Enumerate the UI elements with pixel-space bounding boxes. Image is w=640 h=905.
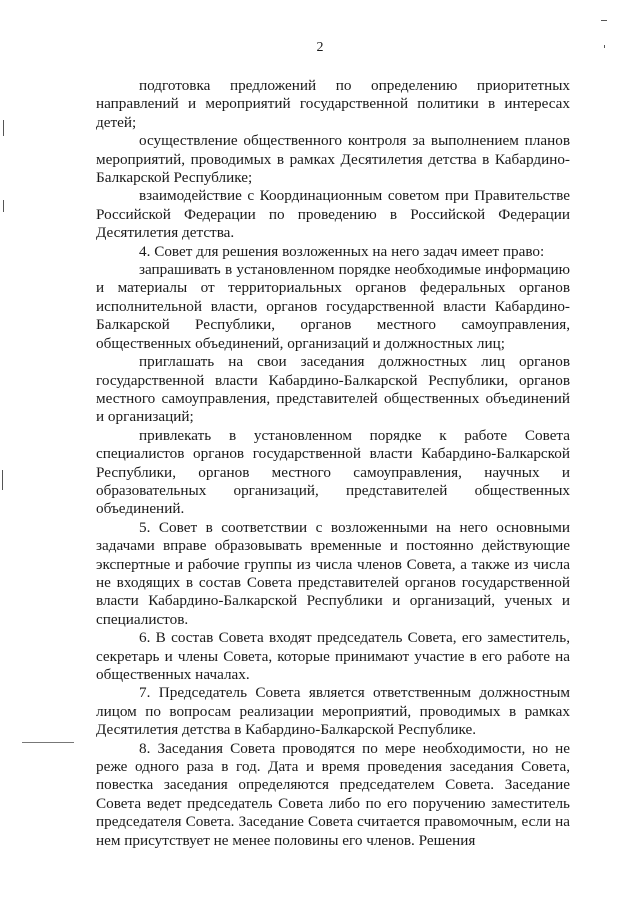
scan-mark <box>2 470 3 490</box>
paragraph: осуществление общественного контроля за выполнением планов мероприятий, проводимых в рамках Десятилетия детства в Кабардино-Балкарской Республике; <box>96 132 570 187</box>
paragraph: взаимодействие с Координационным советом при Правительстве Российской Федерации по проведению в Российской Федерации Десятилетия детства. <box>96 187 570 242</box>
document-body <box>96 77 570 850</box>
paragraph: 4. Совет для решения возложенных на него задач имеет право: <box>139 242 545 260</box>
paragraph: 6. В состав Совета входят председатель Совета, его заместитель, секретарь и члены Совета, которые принимают участие в его работе на общественных началах. <box>96 629 570 683</box>
paragraph: 7. Председатель Совета является ответственным должностным лицом по вопросам реализации мероприятий, проводимых в рамках Десятилетия детства в Кабардино-Балкарской Республике. <box>96 684 570 739</box>
paragraph: приглашать на свои заседания должностных лиц органов государственной власти Кабардино-Балкарской Республики, органов местного самоуправления, представителей общественных объединений и организаций; <box>96 353 570 426</box>
paragraph: 5. Совет в соответствии с возложенными на него основными задачами вправе образовывать временные и постоянно действующие экспертные и рабочие группы из числа членов Совета, а также из числа не входящих в состав Совета представителей органов государственной власти Кабардино-Балкарской Республики и организаций, ученых и специалистов. <box>96 518 570 628</box>
scan-mark <box>601 20 607 21</box>
scan-mark <box>604 45 605 48</box>
scan-mark <box>3 200 4 212</box>
paragraph: 8. Заседания Совета проводятся по мере необходимости, но не реже одного раза в год. Дата и время проведения заседания Совета, повестка заседания определяются председателем Совета. Заседание Совета ведет председатель Совета либо по его поручению заместитель председателя Совета. Заседание Совета считается правомочным, если на нем присутствует не менее половины его членов. Решения <box>96 739 570 849</box>
paragraph: подготовка предложений по определению приоритетных направлений и мероприятий государственной политики в интересах детей; <box>96 77 570 131</box>
scan-mark <box>3 120 4 136</box>
page-number: 2 <box>316 40 324 55</box>
paragraph: привлекать в установленном порядке к работе Совета специалистов органов государственной власти Кабардино-Балкарской Республики, органов местного самоуправления, научных и образовательных организаций, представителей общественных объединений. <box>96 426 570 518</box>
scan-mark <box>22 742 74 743</box>
paragraph: запрашивать в установленном порядке необходимые информацию и материалы от территориальных органов федеральных органов исполнительной власти, органов государственной власти Кабардино-Балкарской Республики, органов местного самоуправления, общественных объединений, организаций и должностных лиц; <box>96 261 570 352</box>
